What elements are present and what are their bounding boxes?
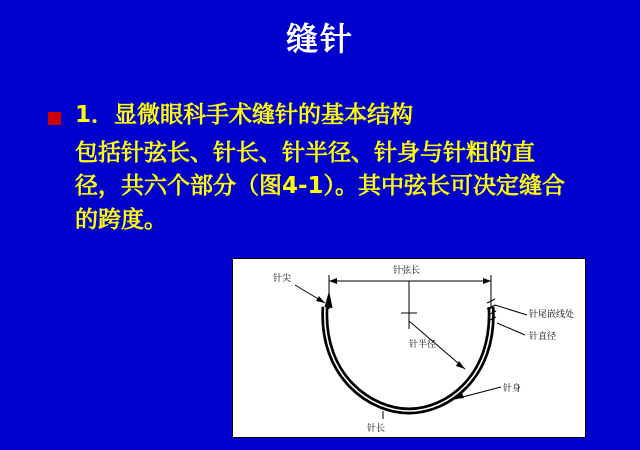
bullet-heading: 1．显微眼科手术缝针的基本结构 [75, 102, 414, 128]
label-needle-tip: 针尖 [273, 274, 292, 284]
tail-leader-line [495, 305, 527, 315]
needle-body-shape [325, 307, 491, 411]
needle-diagram-svg [233, 259, 585, 437]
square-bullet-icon [48, 112, 61, 125]
label-radius: 针半径 [409, 340, 437, 350]
bullet-body: 包括针弦长、针长、针半径、针身与针粗的直径，共六个部分（图4-1）。其中弦长可决定缝合的跨度。 [75, 140, 566, 233]
suture-needle-figure [232, 258, 586, 438]
chord-arrow-right [483, 278, 491, 284]
content-block [48, 100, 608, 237]
label-needle-body: 针身 [503, 384, 522, 394]
needle-inner-line [325, 307, 491, 411]
chord-arrow-left [329, 278, 337, 284]
label-tail-thread: 针尾嵌线处 [529, 310, 575, 320]
label-chord-length: 针弦长 [393, 266, 421, 276]
diameter-leader-line [497, 323, 525, 335]
page-title: 缝针 [285, 20, 354, 58]
label-needle-length: 针长 [367, 424, 386, 434]
bullet-heading-row [48, 100, 608, 131]
tip-leader-arrow [316, 296, 325, 303]
label-needle-diameter: 针直径 [529, 332, 557, 342]
